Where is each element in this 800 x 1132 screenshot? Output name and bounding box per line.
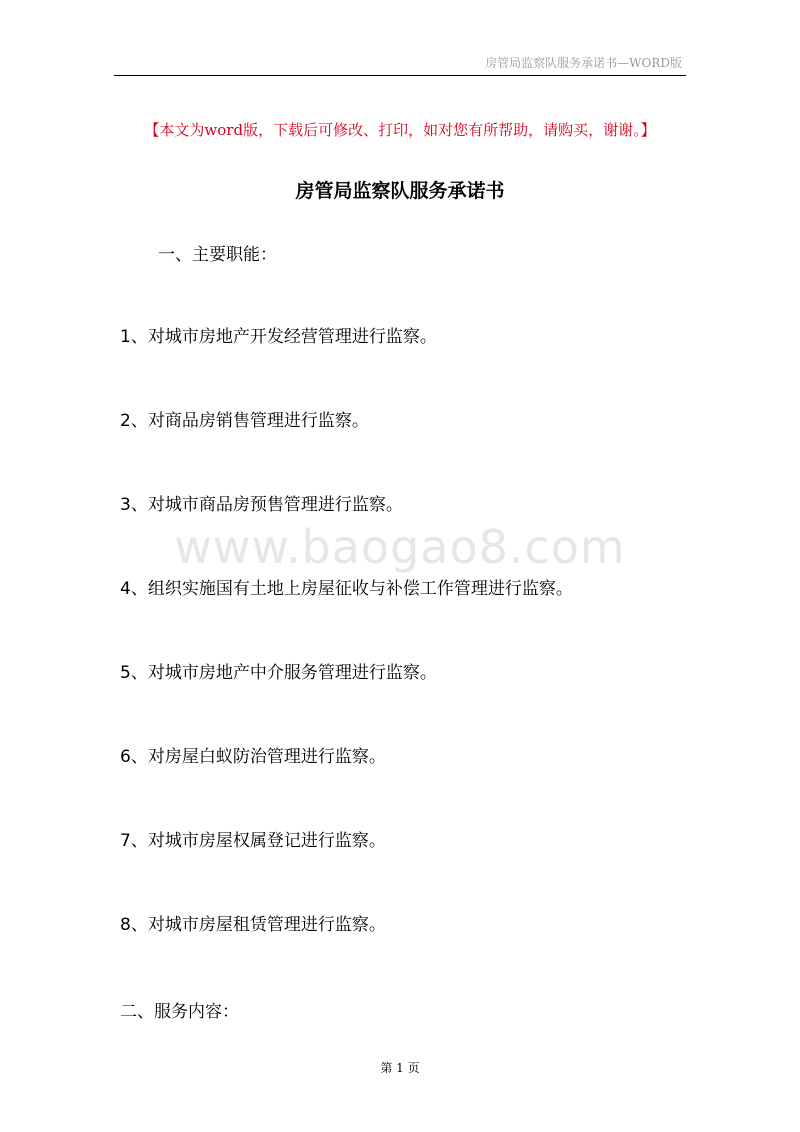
document-title: 房管局监察队服务承诺书: [295, 180, 505, 202]
list-item: 7、对城市房屋权属登记进行监察。: [120, 831, 386, 851]
running-header: 房管局监察队服务承诺书—WORD版: [485, 56, 682, 70]
section-heading-functions: 一、主要职能：: [158, 245, 277, 265]
list-item: 5、对城市房地产中介服务管理进行监察。: [120, 663, 437, 683]
list-item: 3、对城市商品房预售管理进行监察。: [120, 495, 403, 515]
section-heading-services: 二、服务内容：: [120, 1002, 239, 1022]
list-item: 4、组织实施国有土地上房屋征收与补偿工作管理进行监察。: [120, 579, 573, 599]
list-item: 8、对城市房屋租赁管理进行监察。: [120, 915, 386, 935]
list-item: 1、对城市房地产开发经营管理进行监察。: [120, 327, 437, 347]
page-number: 第 1 页: [380, 1061, 420, 1075]
list-item: 2、对商品房销售管理进行监察。: [120, 411, 369, 431]
list-item: 6、对房屋白蚁防治管理进行监察。: [120, 747, 386, 767]
download-notice: 【本文为word版，下载后可修改、打印，如对您有所帮助，请购买，谢谢。】: [144, 121, 656, 139]
header-divider: [114, 75, 686, 76]
watermark: www.baogao8.com: [174, 520, 626, 574]
